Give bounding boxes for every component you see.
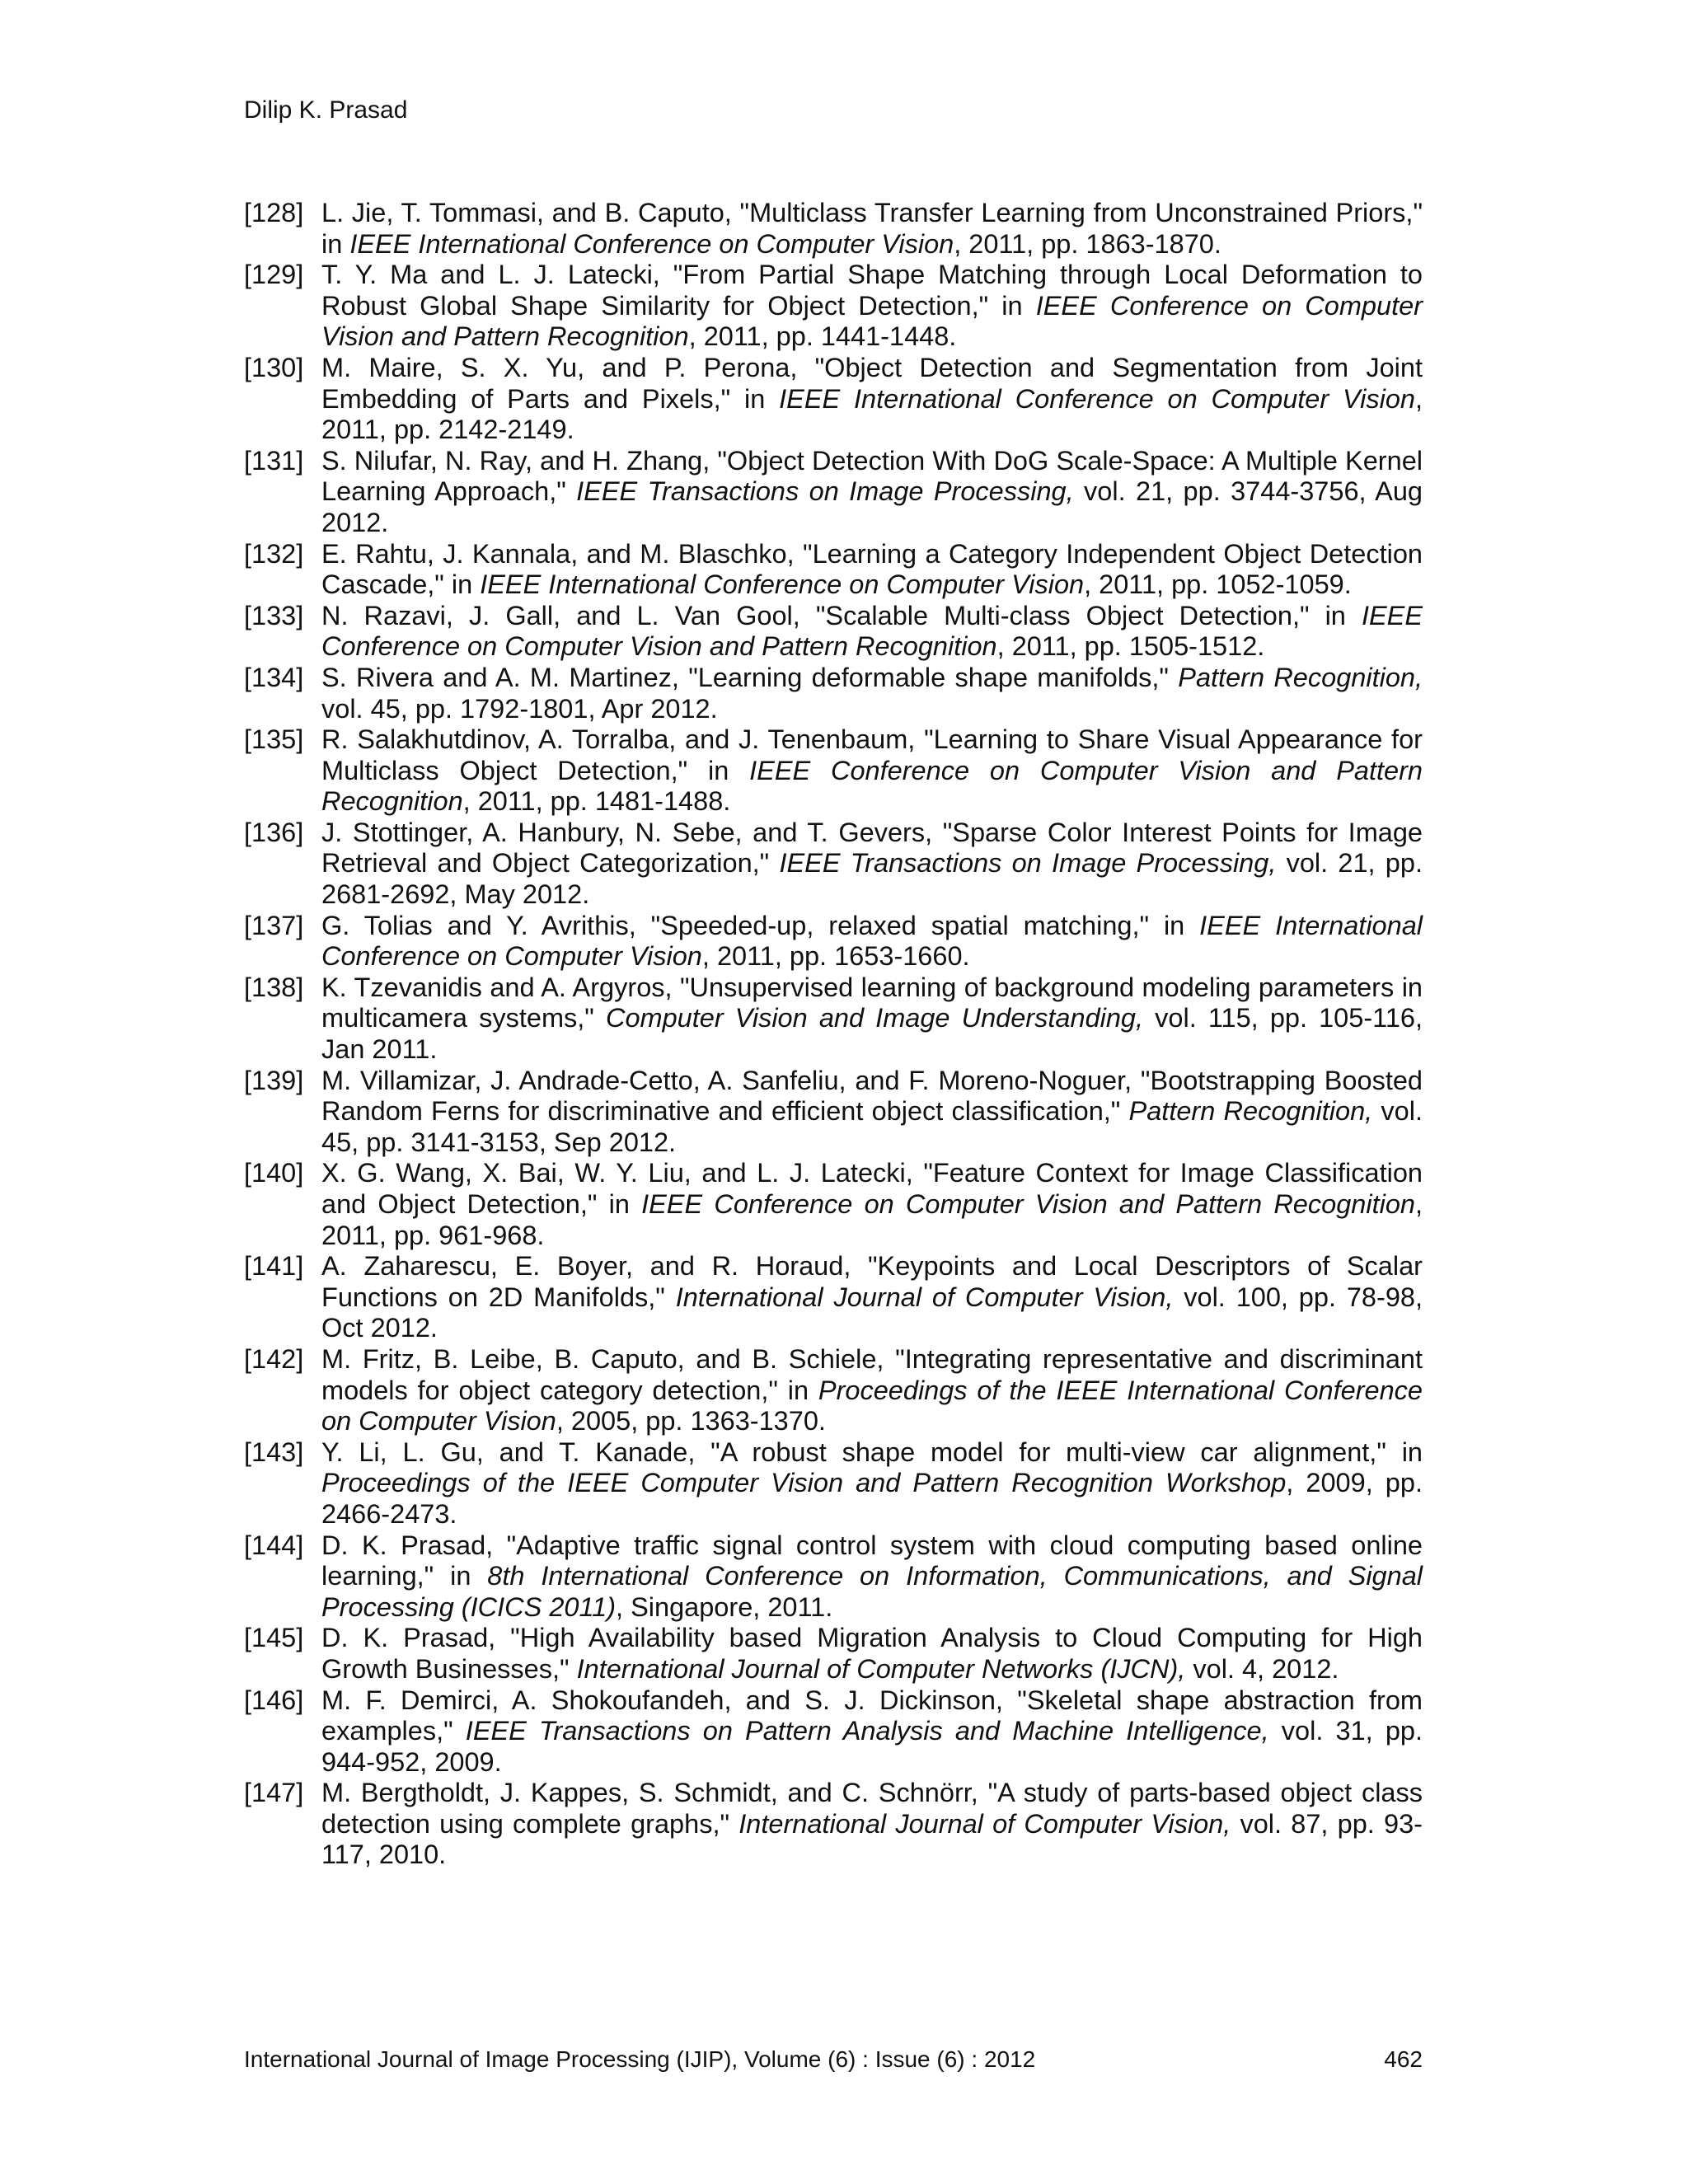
reference-segment: , 2011, pp. 1653-1660.	[701, 941, 970, 972]
reference-number: [142]	[244, 1343, 304, 1374]
reference-entry	[244, 1778, 1423, 1871]
reference-number: [131]	[244, 445, 304, 476]
reference-text	[321, 198, 1423, 259]
reference-segment: vol. 115, pp. 105-116, Jan 2011.	[321, 1003, 1423, 1065]
reference-entry	[244, 198, 1423, 260]
reference-segment: S. Nilufar, N. Ray, and H. Zhang, "Object Detection With DoG Scale-Space: A Multiple Kernel Learning Approach,"	[321, 445, 1423, 507]
reference-entry	[244, 539, 1423, 601]
reference-venue: Pattern Recognition,	[1178, 662, 1423, 692]
reference-text	[321, 724, 1423, 816]
reference-venue: IEEE Conference on Computer Vision and Pattern Recognition	[641, 1189, 1415, 1219]
reference-segment: , 2011, pp. 1052-1059.	[1084, 569, 1352, 600]
reference-segment: R. Salakhutdinov, A. Torralba, and J. Tenenbaum, "Learning to Share Visual Appearance for Multiclass Object Detection," in	[321, 724, 1423, 785]
reference-entry	[244, 1530, 1423, 1624]
reference-venue: IEEE Transactions on Image Processing,	[779, 848, 1277, 879]
reference-entry	[244, 1158, 1423, 1251]
reference-entry	[244, 1066, 1423, 1159]
reference-text	[321, 1158, 1423, 1249]
reference-segment: N. Razavi, J. Gall, and L. Van Gool, "Scalable Multi-class Object Detection," in	[321, 600, 1362, 630]
reference-venue: Proceedings of the IEEE International Conference on Computer Vision	[321, 1375, 1423, 1436]
reference-segment: vol. 4, 2012.	[1185, 1653, 1339, 1684]
reference-segment: M. Bergtholdt, J. Kappes, S. Schmidt, and C. Schnörr, "A study of parts-based object class detection using complete graphs,"	[321, 1778, 1423, 1839]
reference-text	[321, 1066, 1423, 1157]
reference-text	[321, 663, 1423, 724]
reference-segment: vol. 21, pp. 3744-3756, Aug 2012.	[321, 476, 1423, 537]
reference-venue: IEEE Transactions on Image Processing,	[576, 476, 1074, 507]
reference-venue: IEEE International Conference on Computer Vision	[480, 569, 1085, 600]
reference-text	[321, 1778, 1423, 1869]
reference-venue: IEEE International Conference on Computer Vision	[321, 910, 1423, 972]
reference-text	[321, 1437, 1423, 1529]
reference-entry	[244, 724, 1423, 818]
reference-text	[321, 353, 1423, 444]
reference-segment: L. Jie, T. Tommasi, and B. Caputo, "Multiclass Transfer Learning from Unconstrained Priors," in	[321, 198, 1423, 259]
reference-venue: IEEE Conference on Computer Vision and Pattern Recognition	[321, 290, 1423, 352]
reference-venue: IEEE International Conference on Computer Vision	[779, 383, 1415, 414]
reference-segment: K. Tzevanidis and A. Argyros, "Unsupervised learning of background modeling parameters in multicamera systems,"	[321, 972, 1423, 1033]
reference-segment: X. G. Wang, X. Bai, W. Y. Liu, and L. J. Latecki, "Feature Context for Image Classification and Object Detection," in	[321, 1158, 1423, 1219]
reference-venue: IEEE Conference on Computer Vision and Pattern Recognition	[321, 755, 1423, 817]
reference-number: [147]	[244, 1778, 304, 1808]
reference-segment: J. Stottinger, A. Hanbury, N. Sebe, and T. Gevers, "Sparse Color Interest Points for Image Retrieval and Object Categorization,"	[321, 817, 1423, 879]
reference-segment: vol. 100, pp. 78-98, Oct 2012.	[321, 1282, 1423, 1343]
reference-entry	[244, 601, 1423, 663]
reference-segment: , 2011, pp. 961-968.	[321, 1189, 1423, 1250]
reference-venue: International Journal of Computer Vision,	[675, 1282, 1174, 1312]
reference-segment: D. K. Prasad, "Adaptive traffic signal control system with cloud computing based online learning," in	[321, 1530, 1423, 1591]
reference-entry	[244, 818, 1423, 911]
reference-segment: M. F. Demirci, A. Shokoufandeh, and S. J. Dickinson, "Skeletal shape abstraction from examples,"	[321, 1685, 1423, 1746]
reference-number: [145]	[244, 1623, 304, 1653]
reference-list	[244, 198, 1423, 1871]
reference-segment: vol. 31, pp. 944-952, 2009.	[321, 1716, 1423, 1777]
reference-text	[321, 972, 1423, 1064]
running-head-author: Dilip K. Prasad	[244, 96, 408, 124]
reference-venue: Pattern Recognition,	[1128, 1096, 1373, 1127]
reference-number: [133]	[244, 600, 304, 630]
reference-venue: 8th International Conference on Information, Communications, and Signal Processing (ICICS 2011)	[321, 1561, 1423, 1622]
reference-segment: vol. 45, pp. 3141-3153, Sep 2012.	[321, 1096, 1423, 1157]
reference-entry	[244, 353, 1423, 446]
reference-venue: Proceedings of the IEEE Computer Vision and Pattern Recognition Workshop	[321, 1468, 1287, 1498]
reference-segment: , 2011, pp. 1481-1488.	[462, 786, 731, 817]
reference-text	[321, 1530, 1423, 1622]
reference-number: [143]	[244, 1436, 304, 1467]
reference-venue: IEEE Conference on Computer Vision and Pattern Recognition	[321, 600, 1423, 662]
reference-number: [130]	[244, 352, 304, 382]
reference-number: [140]	[244, 1158, 304, 1188]
reference-number: [132]	[244, 538, 304, 569]
reference-text	[321, 1623, 1423, 1684]
reference-text	[321, 911, 1423, 972]
reference-venue: International Journal of Computer Vision,	[738, 1808, 1231, 1839]
reference-segment: , 2009, pp. 2466-2473.	[321, 1468, 1423, 1529]
reference-text	[321, 446, 1423, 537]
reference-entry	[244, 1344, 1423, 1437]
reference-segment: T. Y. Ma and L. J. Latecki, "From Partial Shape Matching through Local Deformation to Robust Global Shape Similarity for Object Detection," in	[321, 260, 1423, 321]
reference-segment: , 2011, pp. 2142-2149.	[321, 383, 1423, 445]
reference-entry	[244, 1251, 1423, 1344]
reference-segment: E. Rahtu, J. Kannala, and M. Blaschko, "Learning a Category Independent Object Detection Cascade," in	[321, 538, 1423, 600]
reference-number: [144]	[244, 1530, 304, 1560]
reference-number: [146]	[244, 1685, 304, 1715]
reference-entry	[244, 911, 1423, 972]
reference-segment: S. Rivera and A. M. Martinez, "Learning deformable shape manifolds,"	[321, 662, 1179, 692]
reference-segment: , 2011, pp. 1505-1512.	[996, 631, 1265, 662]
reference-segment: Y. Li, L. Gu, and T. Kanade, "A robust shape model for multi-view car alignment," in	[321, 1436, 1423, 1467]
reference-text	[321, 260, 1423, 351]
reference-entry	[244, 1437, 1423, 1530]
reference-segment: vol. 21, pp. 2681-2692, May 2012.	[321, 848, 1423, 910]
reference-text	[321, 1251, 1423, 1343]
reference-entry	[244, 260, 1423, 353]
reference-segment: M. Villamizar, J. Andrade-Cetto, A. Sanfeliu, and F. Moreno-Noguer, "Bootstrapping Boosted Random Ferns for discriminative and efficient object classification,"	[321, 1065, 1423, 1127]
reference-number: [138]	[244, 972, 304, 1002]
reference-number: [139]	[244, 1065, 304, 1095]
reference-venue: IEEE Transactions on Pattern Analysis and Machine Intelligence,	[465, 1716, 1269, 1746]
reference-text	[321, 539, 1423, 600]
reference-segment: D. K. Prasad, "High Availability based Migration Analysis to Cloud Computing for High Growth Businesses,"	[321, 1623, 1423, 1684]
reference-segment: , Singapore, 2011.	[616, 1591, 833, 1622]
reference-number: [135]	[244, 724, 304, 755]
reference-entry	[244, 663, 1423, 724]
reference-segment: , 2011, pp. 1441-1448.	[688, 321, 957, 352]
reference-segment: A. Zaharescu, E. Boyer, and R. Horaud, "Keypoints and Local Descriptors of Scalar Functions on 2D Manifolds,"	[321, 1251, 1423, 1312]
reference-segment: vol. 87, pp. 93-117, 2010.	[321, 1808, 1423, 1870]
reference-venue: IEEE International Conference on Computer Vision	[349, 228, 954, 259]
reference-segment: M. Maire, S. X. Yu, and P. Perona, "Object Detection and Segmentation from Joint Embedding of Parts and Pixels," in	[321, 352, 1423, 414]
reference-number: [137]	[244, 910, 304, 940]
reference-entry	[244, 1685, 1423, 1779]
reference-entry	[244, 446, 1423, 539]
reference-segment: G. Tolias and Y. Avrithis, "Speeded-up, relaxed spatial matching," in	[321, 910, 1200, 940]
reference-text	[321, 1685, 1423, 1777]
reference-entry	[244, 1623, 1423, 1685]
reference-number: [134]	[244, 662, 304, 692]
reference-venue: International Journal of Computer Networks (IJCN),	[576, 1653, 1186, 1684]
reference-text	[321, 818, 1423, 909]
reference-segment: , 2011, pp. 1863-1870.	[954, 228, 1221, 259]
reference-text	[321, 1344, 1423, 1436]
footer-journal-info: International Journal of Image Processing (IJIP), Volume (6) : Issue (6) : 2012	[244, 2046, 1036, 2072]
reference-segment: vol. 45, pp. 1792-1801, Apr 2012.	[321, 693, 718, 724]
reference-number: [129]	[244, 260, 304, 290]
reference-segment: M. Fritz, B. Leibe, B. Caputo, and B. Schiele, "Integrating representative and discriminant models for object category detection," in	[321, 1343, 1423, 1405]
reference-text	[321, 601, 1423, 662]
page-number: 462	[1384, 2046, 1423, 2072]
reference-number: [128]	[244, 198, 304, 227]
reference-number: [141]	[244, 1251, 304, 1282]
reference-entry	[244, 972, 1423, 1066]
reference-venue: Computer Vision and Image Understanding,	[605, 1003, 1144, 1033]
reference-segment: , 2005, pp. 1363-1370.	[556, 1406, 826, 1436]
reference-number: [136]	[244, 817, 304, 847]
